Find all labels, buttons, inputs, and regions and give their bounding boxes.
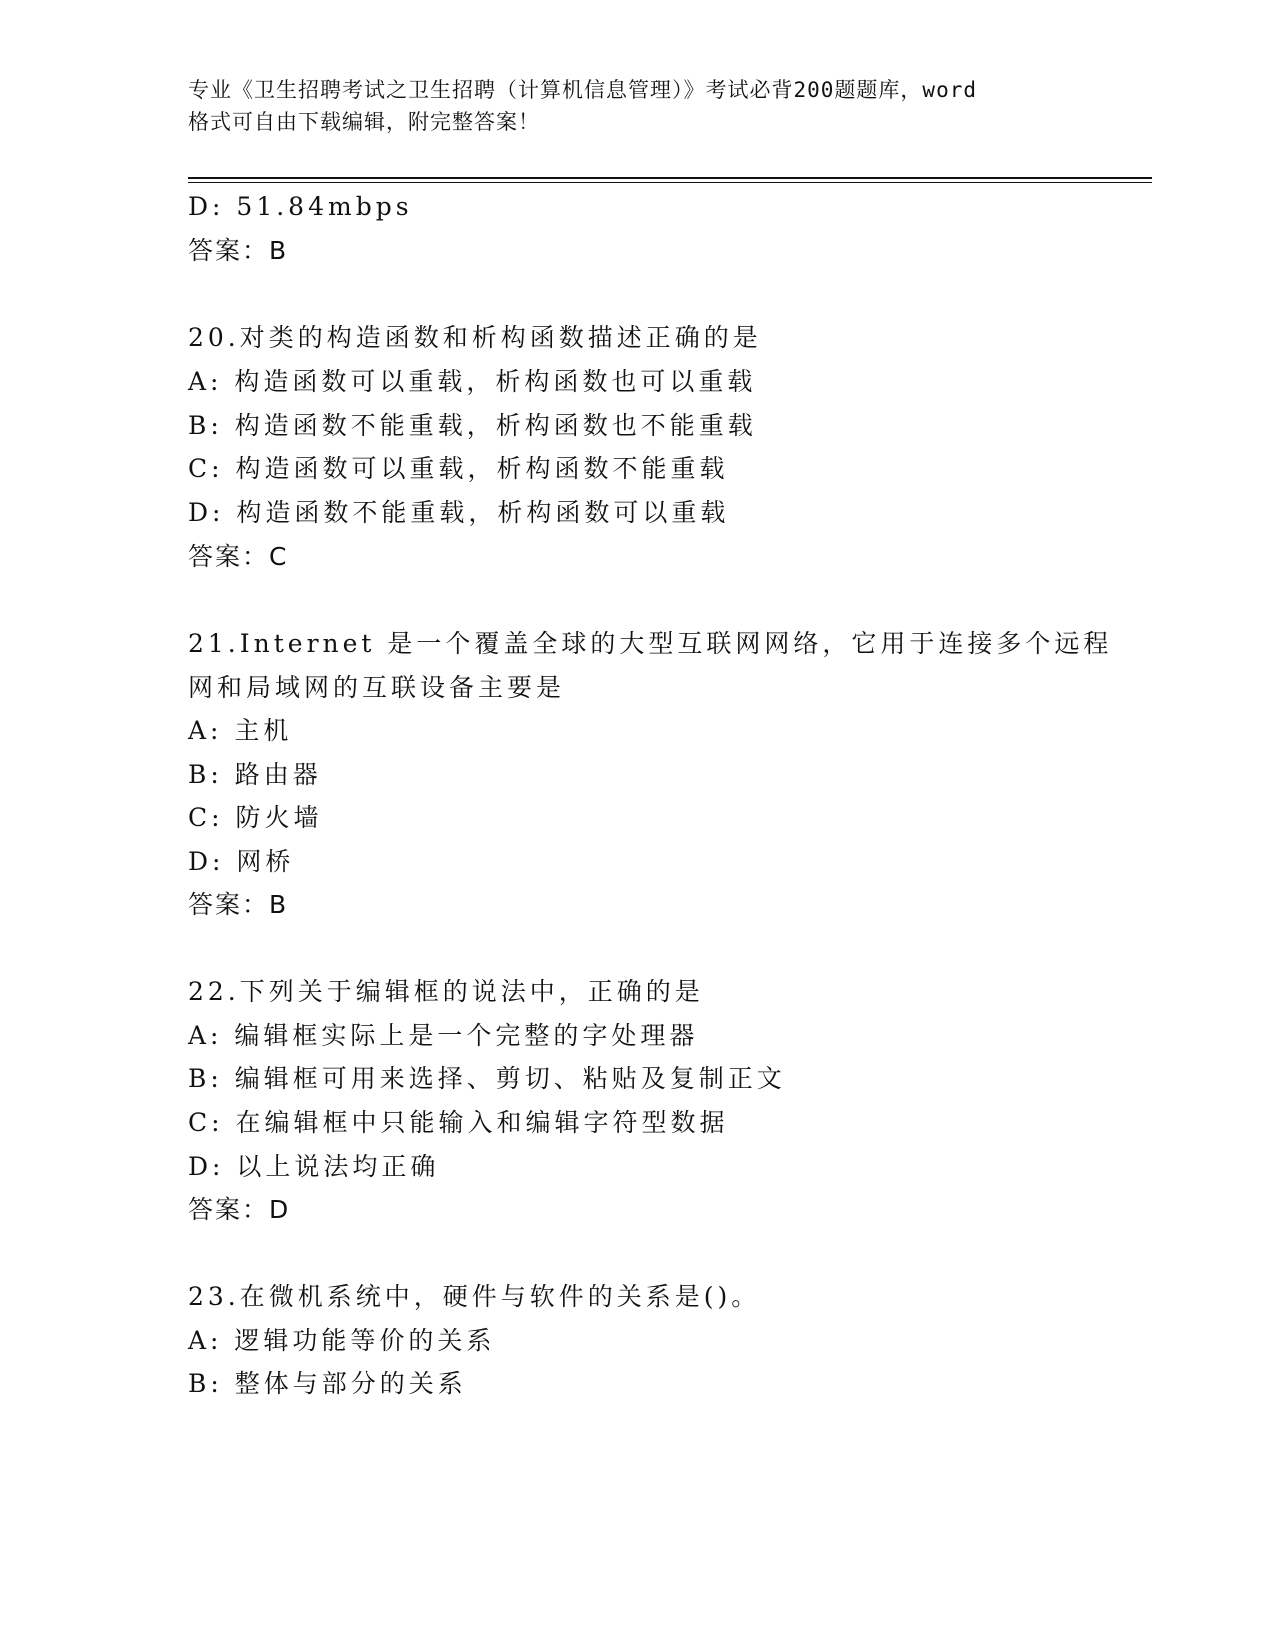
q20-answer: 答案：C <box>188 542 289 571</box>
q20-option-b: B: 构造函数不能重载，析构函数也不能重载 <box>188 411 757 440</box>
q23-option-a: A: 逻辑功能等价的关系 <box>188 1326 496 1355</box>
q22-option-c: C: 在编辑框中只能输入和编辑字符型数据 <box>188 1108 729 1137</box>
prev-option-d: D: 51.84mbps <box>188 192 413 221</box>
q22-answer: 答案：D <box>188 1195 291 1224</box>
q23-stem: 23.在微机系统中，硬件与软件的关系是()。 <box>188 1282 761 1311</box>
q20-stem: 20.对类的构造函数和析构函数描述正确的是 <box>188 323 762 352</box>
header-line-2: 格式可自由下载编辑，附完整答案！ <box>188 110 540 134</box>
header-divider-thin <box>188 182 1152 183</box>
q21-option-d: D: 网桥 <box>188 847 295 876</box>
document-header <box>188 74 1088 138</box>
q23-option-b: B: 整体与部分的关系 <box>188 1369 467 1398</box>
q21-answer: 答案：B <box>188 890 289 919</box>
q22-stem: 22.下列关于编辑框的说法中，正确的是 <box>188 977 704 1006</box>
q22-option-a: A: 编辑框实际上是一个完整的字处理器 <box>188 1021 699 1050</box>
q21-stem-line-2: 网和局域网的互联设备主要是 <box>188 673 566 702</box>
q20-option-c: C: 构造函数可以重载，析构函数不能重载 <box>188 454 729 483</box>
q21-stem-line-1: 21.Internet 是一个覆盖全球的大型互联网网络，它用于连接多个远程 <box>188 629 1113 658</box>
header-divider-thick <box>188 177 1152 179</box>
q21-option-c: C: 防火墙 <box>188 803 323 832</box>
q22-option-b: B: 编辑框可用来选择、剪切、粘贴及复制正文 <box>188 1064 786 1093</box>
q20-option-a: A: 构造函数可以重载，析构函数也可以重载 <box>188 367 757 396</box>
q20-option-d: D: 构造函数不能重载，析构函数可以重载 <box>188 498 730 527</box>
header-line-1: 专业《卫生招聘考试之卫生招聘（计算机信息管理）》考试必背200题题库，word <box>188 78 977 102</box>
q22-option-d: D: 以上说法均正确 <box>188 1152 440 1181</box>
prev-answer: 答案：B <box>188 236 289 265</box>
q21-option-b: B: 路由器 <box>188 760 322 789</box>
q21-option-a: A: 主机 <box>188 716 293 745</box>
